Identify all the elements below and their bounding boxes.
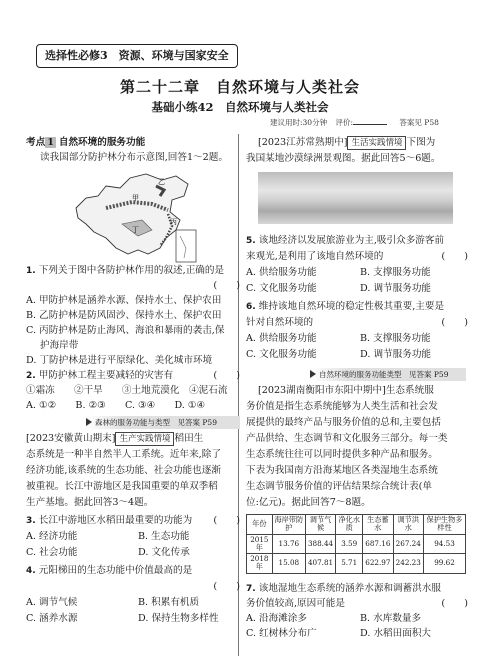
right-passage-2 bbox=[246, 384, 468, 514]
table-cell: 407.81 bbox=[305, 554, 335, 574]
table-cell: 622.97 bbox=[363, 554, 393, 574]
section-bar-service-types: 自然环境的服务功能类型 见答案 P59 bbox=[310, 368, 466, 381]
question-intro: 读我国部分防护林分布示意图,回答1～2题。 bbox=[40, 152, 228, 163]
passage-line: 位:亿元)。据此回答7～8题。 bbox=[246, 497, 371, 508]
q3-stem: 3. 长江中游地区水稻田最重要的功能为 ( ) bbox=[26, 515, 240, 526]
table-cell: 2015年 bbox=[247, 534, 273, 554]
table-row bbox=[247, 554, 466, 574]
q7-option-a[interactable]: A. 沿海滩涂多 bbox=[246, 613, 307, 624]
passage-line: 经济功能,该系统的生态功能、社会功能也逐渐 bbox=[26, 465, 221, 476]
q3-option-d[interactable]: D. 文化传承 bbox=[138, 547, 190, 558]
q1-option-b[interactable]: B. 乙防护林是防风固沙、保持水土、保护农田 bbox=[26, 310, 222, 321]
q5-stem-cont: 来观光,是利用了该地自然环境的 ( ) bbox=[246, 251, 468, 262]
q7-stem: 7. 该地湿地生态系统的涵养水源和调蓄洪水服 bbox=[246, 583, 442, 594]
q3-option-b[interactable]: B. 生态功能 bbox=[138, 531, 190, 542]
q4-option-a[interactable]: A. 调节气候 bbox=[26, 597, 78, 608]
q1-stem: 1. 下列关于图中各防护林作用的叙述,正确的是 bbox=[26, 265, 225, 276]
table-cell: 388.44 bbox=[305, 534, 335, 554]
context-tag: 生活实践情境 bbox=[347, 136, 406, 150]
section-bar-forest: 森林的服务功能与类型 见答案 P59 bbox=[86, 416, 240, 429]
q6-option-d[interactable]: D. 调节服务功能 bbox=[360, 349, 432, 360]
table-cell: 5.71 bbox=[336, 554, 363, 574]
q2-items: ①霜冻 ②干旱 ③土地荒漠化 ④泥石流 bbox=[26, 385, 228, 396]
meta-line bbox=[270, 117, 439, 128]
table-header: 海岸带防护 bbox=[272, 515, 305, 535]
q6-option-a[interactable]: A. 供给服务功能 bbox=[246, 333, 317, 344]
passage-line: 产品供给、生态调节和文化服务三部分。每一类 bbox=[246, 433, 448, 444]
q7-option-c[interactable]: C. 红树林分布广 bbox=[246, 628, 317, 639]
map-label-ding: 丁 bbox=[132, 226, 139, 234]
section-header-box: 选择性必修3 资源、环境与国家安全 bbox=[36, 44, 238, 68]
q7-block bbox=[246, 582, 468, 656]
desert-oasis-photo bbox=[258, 172, 453, 224]
passage-line: 展提供的最终产品与服务价值的总和,主要包括 bbox=[246, 417, 441, 428]
q4-stem: 4. 元阳梯田的生态功能中价值最高的是 bbox=[26, 565, 193, 576]
exercise-subtitle: 基础小练42 自然环境与人类社会 bbox=[151, 100, 329, 114]
passage-line: 生态调节服务价值的评估结果综合统计表(单 bbox=[246, 481, 433, 492]
table-cell: 15.08 bbox=[272, 554, 305, 574]
map-label-bing: 丙 bbox=[170, 218, 177, 226]
q4-option-b[interactable]: B. 积累有机质 bbox=[138, 597, 200, 608]
table-header: 调节洪水 bbox=[393, 515, 423, 535]
table-row bbox=[247, 534, 466, 554]
passage-source-3: [2023湖南衡阳市东阳中期中]生态系统服 bbox=[258, 385, 434, 396]
q4-paren: ( ) bbox=[213, 581, 240, 592]
q1-option-d[interactable]: D. 丁防护林是进行平原绿化、美化城市环境 bbox=[26, 355, 213, 366]
table-cell: 242.23 bbox=[393, 554, 423, 574]
kaodian-title: 自然环境的服务功能 bbox=[58, 137, 146, 148]
q6-stem-cont: 针对自然环境的 ( ) bbox=[246, 317, 468, 328]
q2-stem: 2. 甲防护林工程主要减轻的灾害有 ( ) bbox=[26, 370, 240, 381]
passage-source-2: [2023江苏常熟期中] 生活实践情境 下图为 bbox=[258, 137, 436, 148]
chapter-title: 第二十二章 自然环境与人类社会 bbox=[119, 78, 360, 96]
q1-option-c-cont: 护海岸带 bbox=[40, 340, 79, 351]
table-cell: 94.53 bbox=[423, 534, 465, 554]
table-header-row bbox=[247, 515, 466, 535]
q3-option-a[interactable]: A. 经济功能 bbox=[26, 531, 78, 542]
q1-option-a[interactable]: A. 甲防护林是涵养水源、保持水土、保护农田 bbox=[26, 295, 222, 306]
suggested-time: 建议用时:30分钟 bbox=[270, 118, 328, 127]
table-cell: 3.59 bbox=[336, 534, 363, 554]
china-shelterbelt-map bbox=[72, 168, 198, 264]
left-column bbox=[26, 136, 240, 656]
q6-stem: 6. 维持该地自然环境的稳定性极其重要,主要是 bbox=[246, 301, 445, 312]
kaodian-number: 1 bbox=[47, 137, 54, 148]
q7-option-d[interactable]: D. 水稻田面积大 bbox=[360, 628, 432, 639]
q5-option-a[interactable]: A. 供给服务功能 bbox=[246, 267, 317, 278]
q4-option-d[interactable]: D. 保持生物多样性 bbox=[138, 613, 219, 624]
passage-line: 生产基地。据此回答3～4题。 bbox=[26, 497, 154, 508]
passage-line: 被重视。长江中游地区是我国重要的单双季稻 bbox=[26, 481, 218, 492]
q5-option-c[interactable]: C. 文化服务功能 bbox=[246, 283, 317, 294]
context-tag: 生产实践情境 bbox=[115, 432, 174, 446]
q7-option-b[interactable]: B. 水库数量多 bbox=[360, 613, 422, 624]
q4-option-c[interactable]: C. 涵养水源 bbox=[26, 613, 78, 624]
table-cell: 687.16 bbox=[363, 534, 393, 554]
q6-option-c[interactable]: C. 文化服务功能 bbox=[246, 349, 317, 360]
q5-option-d[interactable]: D. 调节服务功能 bbox=[360, 283, 432, 294]
q6-option-b[interactable]: B. 支撑服务功能 bbox=[360, 333, 431, 344]
q3-option-c[interactable]: C. 社会功能 bbox=[26, 547, 78, 558]
table-cell: 13.76 bbox=[272, 534, 305, 554]
table-header: 净化水质 bbox=[336, 515, 363, 535]
table-header: 调节气候 bbox=[305, 515, 335, 535]
table-header: 保护生物多样性 bbox=[423, 515, 465, 535]
table-cell: 2018年 bbox=[247, 554, 273, 574]
evaluation-label: 评价: bbox=[335, 118, 353, 127]
passage-line: 生态系统往往可以同时提供多种产品和服务。 bbox=[246, 449, 438, 460]
q1-paren: ( ) bbox=[213, 280, 240, 291]
q5-option-b[interactable]: B. 支撑服务功能 bbox=[360, 267, 431, 278]
passage-line: 我国某地沙漠绿洲景观图。据此回答5～6题。 bbox=[246, 153, 441, 164]
passage-line: 下表为我国南方沿海某地区各类湿地生态系统 bbox=[246, 465, 438, 476]
q5-stem: 5. 该地经济以发展旅游业为主,吸引众多游客前 bbox=[246, 235, 445, 246]
passage-source: [2023安徽黄山期末] 生产实践情境 稻田生 bbox=[26, 433, 204, 444]
table-cell: 267.24 bbox=[393, 534, 423, 554]
q2-options[interactable]: A. ①② B. ②③ C. ③④ D. ①④ bbox=[26, 400, 206, 411]
table-cell: 99.62 bbox=[423, 554, 465, 574]
q1-option-c[interactable]: C. 丙防护林是防止海风、海浪和暴雨的袭击,保 bbox=[26, 325, 225, 336]
wetland-value-table bbox=[246, 514, 466, 574]
kaodian-heading: 考点 1 自然环境的服务功能 bbox=[26, 137, 146, 148]
q7-stem-cont: 务价值较高,原因可能是 ( ) bbox=[246, 598, 468, 609]
map-label-yi: 乙 bbox=[158, 178, 165, 186]
table-header: 生态蓄水 bbox=[363, 515, 393, 535]
passage-line: 务价值是指生态系统能够为人类生活和社会发 bbox=[246, 401, 438, 412]
answer-reference: 答案见 P58 bbox=[399, 118, 439, 127]
map-label-jia: 甲 bbox=[132, 194, 139, 202]
table-header: 年份 bbox=[247, 515, 273, 535]
passage-line: 态系统是一种半自然半人工系统。近年来,除了 bbox=[26, 449, 221, 460]
